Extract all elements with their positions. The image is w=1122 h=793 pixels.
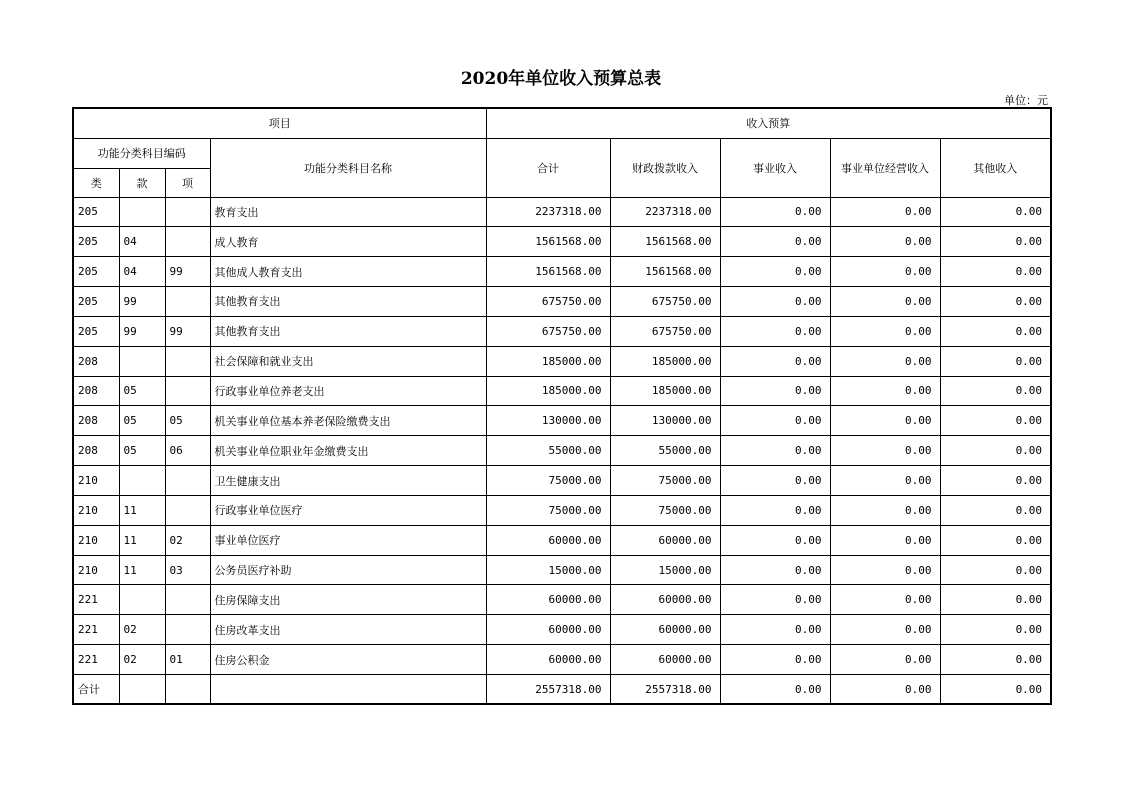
cell-career: 0.00 — [720, 287, 830, 317]
table-row — [73, 525, 1051, 555]
cell-other: 0.00 — [940, 466, 1051, 496]
cell-other: 0.00 — [940, 227, 1051, 257]
header-name: 功能分类科目名称 — [210, 138, 486, 197]
cell-other: 0.00 — [940, 645, 1051, 675]
cell-kuan — [119, 466, 165, 496]
cell-other: 0.00 — [940, 346, 1051, 376]
cell-lei: 221 — [73, 615, 119, 645]
cell-kuan: 99 — [119, 316, 165, 346]
cell-xiang — [165, 466, 210, 496]
cell-name: 其他成人教育支出 — [210, 257, 486, 287]
cell-total: 55000.00 — [486, 436, 610, 466]
cell-career: 0.00 — [720, 406, 830, 436]
cell-lei: 208 — [73, 436, 119, 466]
cell-fiscal: 60000.00 — [610, 585, 720, 615]
cell-career: 0.00 — [720, 376, 830, 406]
cell-fiscal: 2237318.00 — [610, 197, 720, 227]
cell-fiscal: 60000.00 — [610, 525, 720, 555]
cell-career: 0.00 — [720, 495, 830, 525]
cell-other: 0.00 — [940, 525, 1051, 555]
cell-total: 185000.00 — [486, 376, 610, 406]
cell-kuan — [119, 346, 165, 376]
cell-other: 0.00 — [940, 495, 1051, 525]
unit-label: 单位：元 — [1004, 94, 1048, 107]
cell-career: 0.00 — [720, 555, 830, 585]
cell-lei: 合计 — [73, 675, 119, 705]
cell-fiscal: 185000.00 — [610, 346, 720, 376]
cell-name: 成人教育 — [210, 227, 486, 257]
table-body — [73, 197, 1051, 704]
cell-business: 0.00 — [830, 406, 940, 436]
cell-kuan: 04 — [119, 257, 165, 287]
header-kuan: 款 — [119, 168, 165, 197]
cell-xiang — [165, 197, 210, 227]
cell-lei: 205 — [73, 197, 119, 227]
cell-xiang — [165, 227, 210, 257]
header-total: 合计 — [486, 138, 610, 197]
table-row — [73, 615, 1051, 645]
cell-total: 60000.00 — [486, 585, 610, 615]
table-row — [73, 585, 1051, 615]
cell-name: 卫生健康支出 — [210, 466, 486, 496]
cell-career: 0.00 — [720, 675, 830, 705]
cell-xiang: 99 — [165, 257, 210, 287]
cell-fiscal: 60000.00 — [610, 645, 720, 675]
cell-kuan: 11 — [119, 495, 165, 525]
cell-total: 2557318.00 — [486, 675, 610, 705]
table-row — [73, 555, 1051, 585]
cell-business: 0.00 — [830, 645, 940, 675]
cell-fiscal: 130000.00 — [610, 406, 720, 436]
cell-total: 60000.00 — [486, 645, 610, 675]
header-project: 项目 — [73, 108, 486, 138]
cell-kuan: 11 — [119, 555, 165, 585]
cell-name: 事业单位医疗 — [210, 525, 486, 555]
cell-name — [210, 675, 486, 705]
cell-lei: 205 — [73, 287, 119, 317]
cell-name: 行政事业单位医疗 — [210, 495, 486, 525]
cell-fiscal: 75000.00 — [610, 495, 720, 525]
cell-business: 0.00 — [830, 257, 940, 287]
cell-xiang — [165, 287, 210, 317]
budget-table — [72, 107, 1052, 705]
cell-career: 0.00 — [720, 436, 830, 466]
cell-fiscal: 675750.00 — [610, 287, 720, 317]
cell-kuan: 02 — [119, 615, 165, 645]
cell-name: 其他教育支出 — [210, 287, 486, 317]
table-row — [73, 197, 1051, 227]
cell-fiscal: 15000.00 — [610, 555, 720, 585]
cell-xiang — [165, 376, 210, 406]
cell-business: 0.00 — [830, 436, 940, 466]
cell-lei: 210 — [73, 495, 119, 525]
cell-lei: 208 — [73, 406, 119, 436]
header-income-budget: 收入预算 — [486, 108, 1051, 138]
cell-career: 0.00 — [720, 316, 830, 346]
cell-other: 0.00 — [940, 287, 1051, 317]
header-other: 其他收入 — [940, 138, 1051, 197]
cell-career: 0.00 — [720, 615, 830, 645]
cell-total: 1561568.00 — [486, 227, 610, 257]
cell-business: 0.00 — [830, 197, 940, 227]
cell-other: 0.00 — [940, 406, 1051, 436]
cell-career: 0.00 — [720, 257, 830, 287]
cell-fiscal: 55000.00 — [610, 436, 720, 466]
cell-business: 0.00 — [830, 227, 940, 257]
cell-xiang — [165, 346, 210, 376]
cell-total: 15000.00 — [486, 555, 610, 585]
cell-xiang: 99 — [165, 316, 210, 346]
cell-name: 社会保障和就业支出 — [210, 346, 486, 376]
cell-career: 0.00 — [720, 197, 830, 227]
cell-fiscal: 675750.00 — [610, 316, 720, 346]
cell-lei: 210 — [73, 555, 119, 585]
cell-career: 0.00 — [720, 645, 830, 675]
table-row — [73, 316, 1051, 346]
header-code-group: 功能分类科目编码 — [73, 138, 210, 168]
cell-name: 住房改革支出 — [210, 615, 486, 645]
cell-kuan: 04 — [119, 227, 165, 257]
cell-business: 0.00 — [830, 466, 940, 496]
table-row — [73, 227, 1051, 257]
cell-total: 130000.00 — [486, 406, 610, 436]
header-xiang: 项 — [165, 168, 210, 197]
cell-business: 0.00 — [830, 555, 940, 585]
table-row — [73, 466, 1051, 496]
cell-xiang: 03 — [165, 555, 210, 585]
table-row — [73, 257, 1051, 287]
cell-business: 0.00 — [830, 615, 940, 645]
cell-fiscal: 185000.00 — [610, 376, 720, 406]
cell-xiang: 06 — [165, 436, 210, 466]
cell-career: 0.00 — [720, 466, 830, 496]
cell-other: 0.00 — [940, 257, 1051, 287]
cell-xiang: 02 — [165, 525, 210, 555]
cell-kuan: 05 — [119, 376, 165, 406]
cell-kuan: 02 — [119, 645, 165, 675]
cell-fiscal: 1561568.00 — [610, 257, 720, 287]
cell-xiang: 05 — [165, 406, 210, 436]
table-row — [73, 376, 1051, 406]
table-row — [73, 645, 1051, 675]
cell-kuan — [119, 675, 165, 705]
cell-fiscal: 2557318.00 — [610, 675, 720, 705]
cell-total: 1561568.00 — [486, 257, 610, 287]
header-fiscal: 财政拨款收入 — [610, 138, 720, 197]
cell-lei: 208 — [73, 376, 119, 406]
cell-other: 0.00 — [940, 376, 1051, 406]
cell-other: 0.00 — [940, 675, 1051, 705]
cell-lei: 205 — [73, 257, 119, 287]
cell-lei: 205 — [73, 227, 119, 257]
total-row — [73, 675, 1051, 705]
cell-xiang — [165, 585, 210, 615]
cell-lei: 210 — [73, 466, 119, 496]
cell-name: 机关事业单位基本养老保险缴费支出 — [210, 406, 486, 436]
cell-name: 公务员医疗补助 — [210, 555, 486, 585]
cell-lei: 208 — [73, 346, 119, 376]
cell-xiang — [165, 615, 210, 645]
cell-lei: 221 — [73, 645, 119, 675]
table-row — [73, 287, 1051, 317]
cell-xiang — [165, 675, 210, 705]
header-lei: 类 — [73, 168, 119, 197]
table-row — [73, 436, 1051, 466]
cell-fiscal: 1561568.00 — [610, 227, 720, 257]
cell-business: 0.00 — [830, 287, 940, 317]
cell-career: 0.00 — [720, 227, 830, 257]
cell-career: 0.00 — [720, 585, 830, 615]
cell-kuan: 99 — [119, 287, 165, 317]
cell-total: 2237318.00 — [486, 197, 610, 227]
cell-business: 0.00 — [830, 675, 940, 705]
cell-lei: 221 — [73, 585, 119, 615]
cell-kuan: 05 — [119, 406, 165, 436]
cell-name: 教育支出 — [210, 197, 486, 227]
cell-total: 75000.00 — [486, 495, 610, 525]
cell-business: 0.00 — [830, 346, 940, 376]
cell-career: 0.00 — [720, 346, 830, 376]
cell-other: 0.00 — [940, 555, 1051, 585]
cell-other: 0.00 — [940, 615, 1051, 645]
table-row — [73, 346, 1051, 376]
cell-total: 60000.00 — [486, 615, 610, 645]
header-business: 事业单位经营收入 — [830, 138, 940, 197]
cell-total: 75000.00 — [486, 466, 610, 496]
cell-fiscal: 60000.00 — [610, 615, 720, 645]
page-title: 2020年单位收入预算总表 — [460, 69, 662, 89]
cell-lei: 205 — [73, 316, 119, 346]
cell-lei: 210 — [73, 525, 119, 555]
cell-total: 675750.00 — [486, 316, 610, 346]
cell-name: 住房保障支出 — [210, 585, 486, 615]
table-row — [73, 406, 1051, 436]
cell-total: 60000.00 — [486, 525, 610, 555]
cell-business: 0.00 — [830, 495, 940, 525]
cell-kuan — [119, 585, 165, 615]
header-career: 事业收入 — [720, 138, 830, 197]
cell-other: 0.00 — [940, 436, 1051, 466]
cell-name: 行政事业单位养老支出 — [210, 376, 486, 406]
cell-other: 0.00 — [940, 585, 1051, 615]
cell-kuan: 05 — [119, 436, 165, 466]
cell-business: 0.00 — [830, 525, 940, 555]
cell-kuan — [119, 197, 165, 227]
cell-business: 0.00 — [830, 376, 940, 406]
cell-xiang: 01 — [165, 645, 210, 675]
cell-name: 其他教育支出 — [210, 316, 486, 346]
cell-business: 0.00 — [830, 316, 940, 346]
cell-business: 0.00 — [830, 585, 940, 615]
cell-name: 住房公积金 — [210, 645, 486, 675]
cell-other: 0.00 — [940, 316, 1051, 346]
cell-name: 机关事业单位职业年金缴费支出 — [210, 436, 486, 466]
cell-kuan: 11 — [119, 525, 165, 555]
cell-total: 675750.00 — [486, 287, 610, 317]
cell-fiscal: 75000.00 — [610, 466, 720, 496]
cell-other: 0.00 — [940, 197, 1051, 227]
cell-xiang — [165, 495, 210, 525]
table-row — [73, 495, 1051, 525]
cell-career: 0.00 — [720, 525, 830, 555]
cell-total: 185000.00 — [486, 346, 610, 376]
